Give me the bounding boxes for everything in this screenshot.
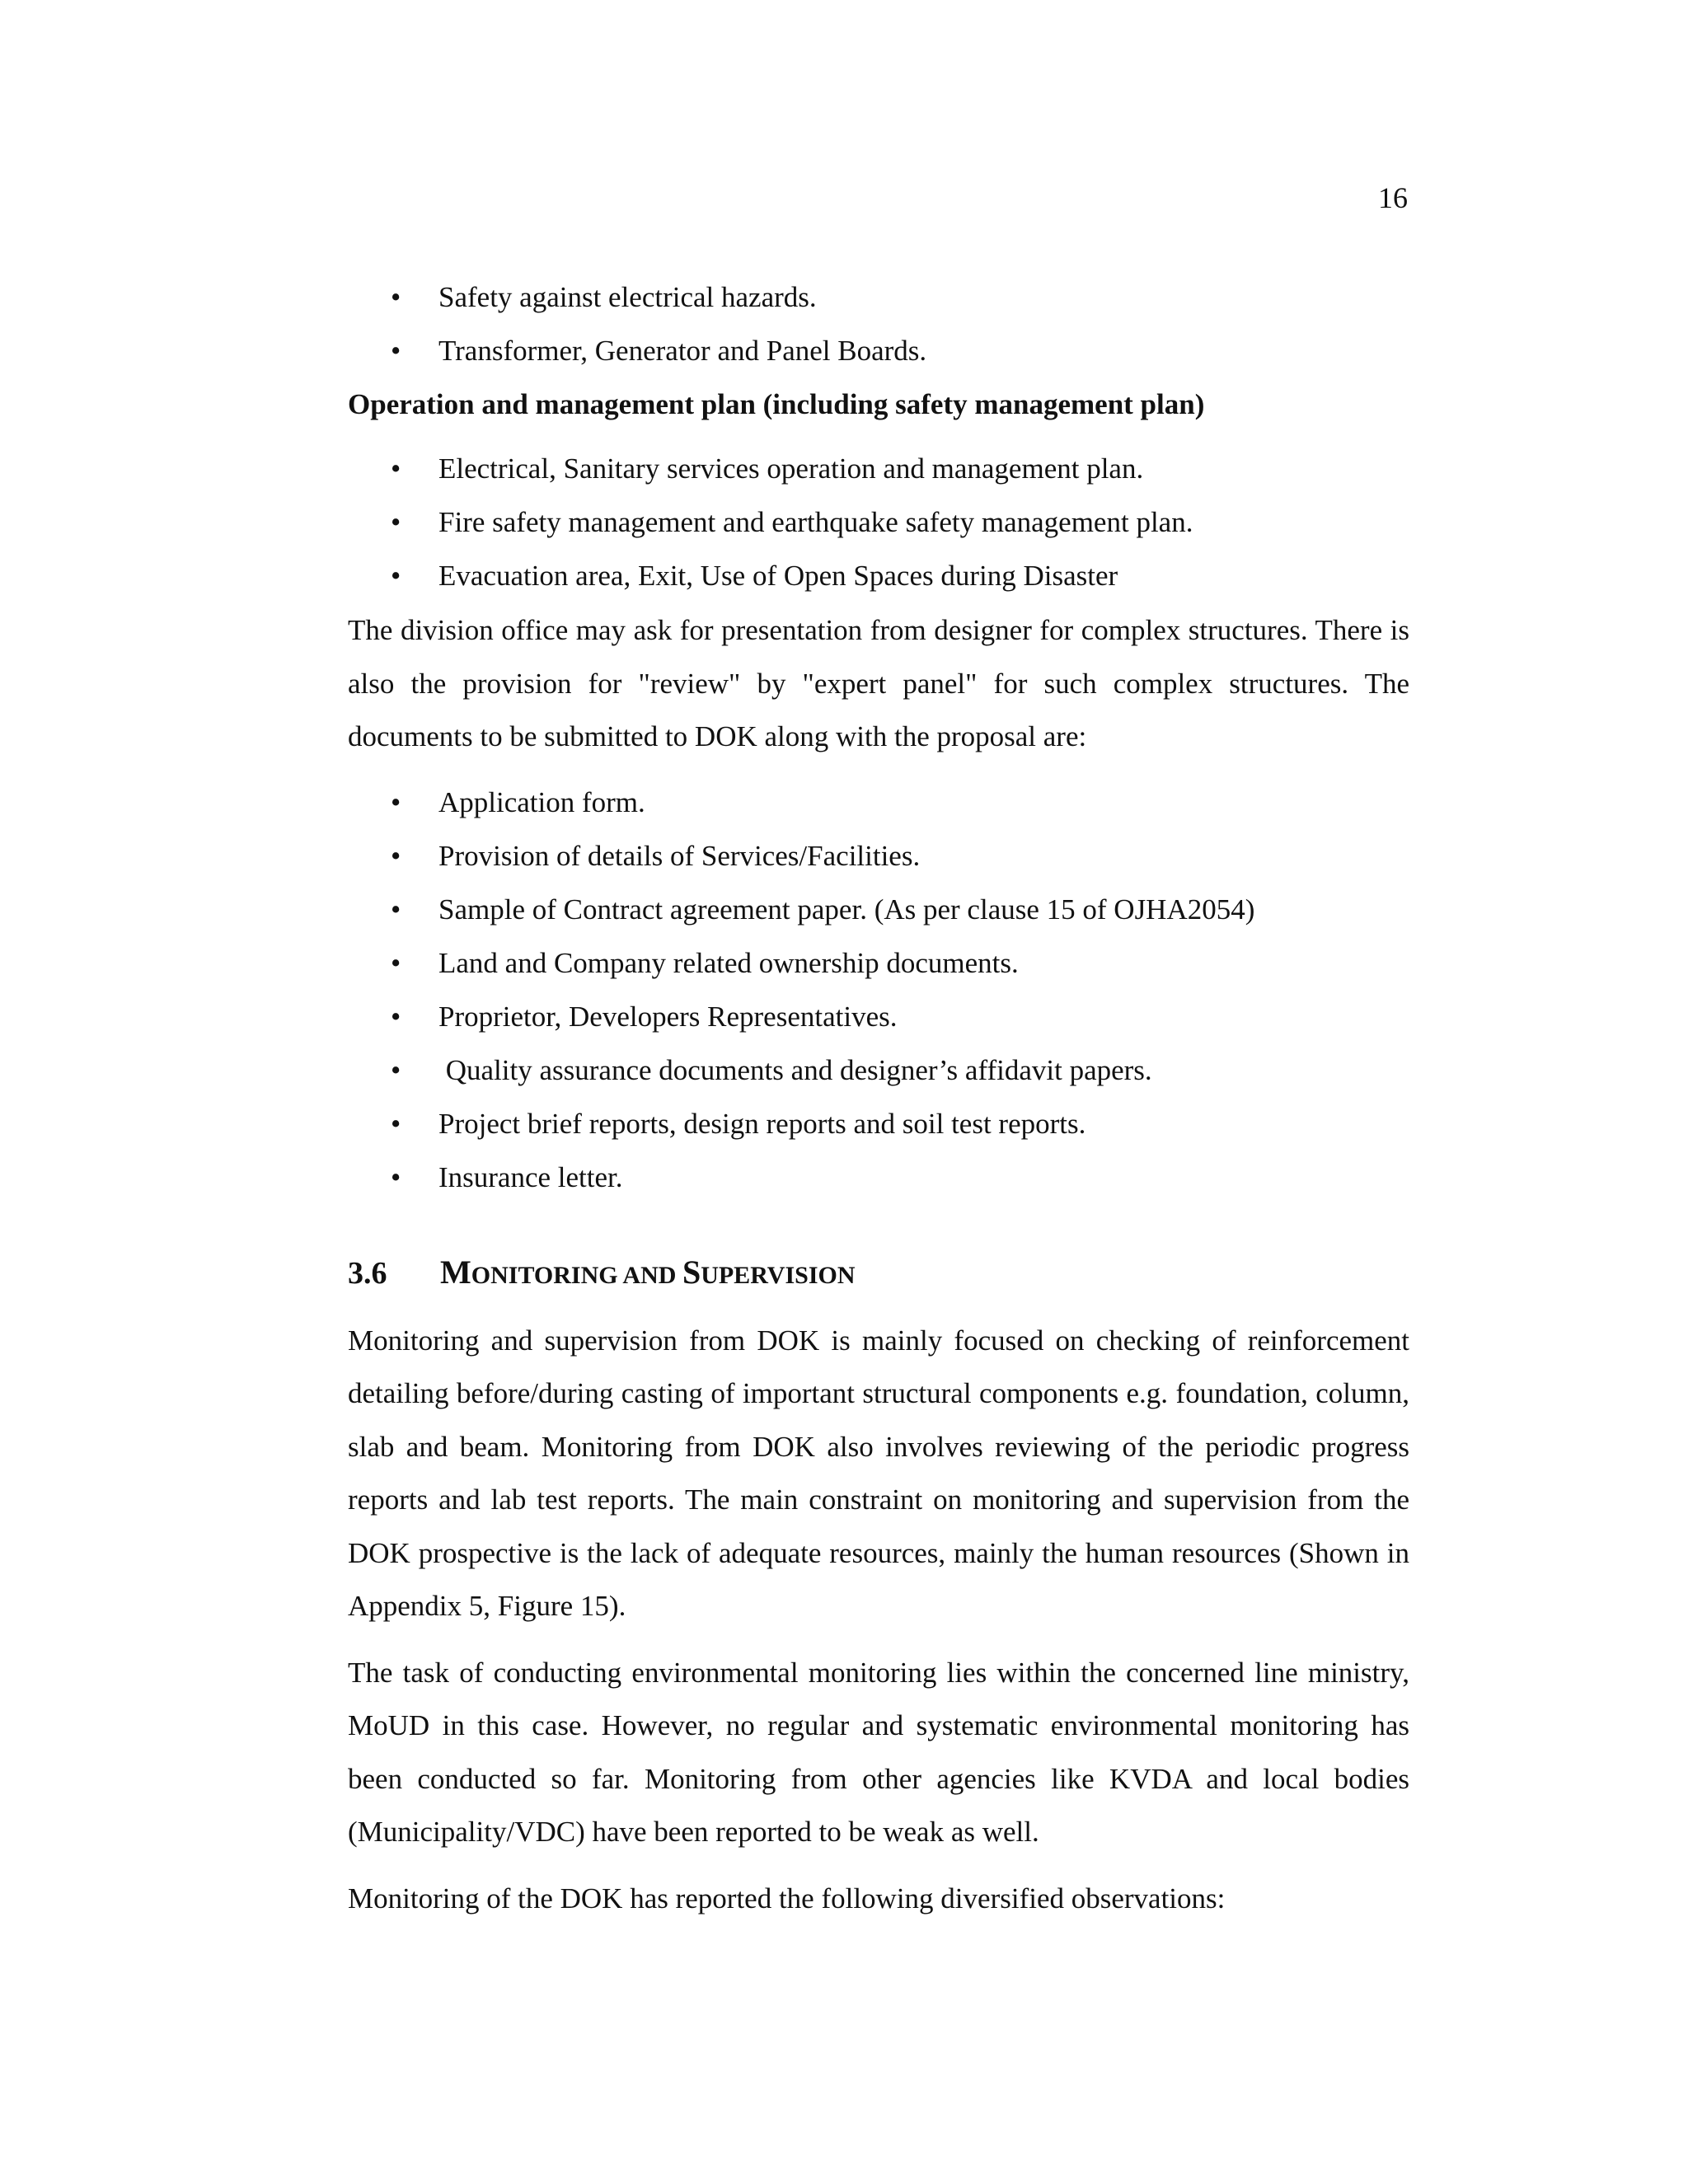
list-item: [348, 831, 1409, 884]
list-item-text: Project brief reports, design reports and soil test reports.: [438, 1107, 1086, 1140]
list-item-text: Proprietor, Developers Representatives.: [438, 1000, 898, 1033]
section-heading: [348, 1247, 1409, 1301]
list-item-text: Evacuation area, Exit, Use of Open Spaces during Disaster: [438, 560, 1118, 592]
bullet-icon: •: [391, 1107, 401, 1140]
bullet-list-operation: [348, 443, 1409, 604]
list-item-text: Fire safety management and earthquake safety management plan.: [438, 506, 1193, 538]
list-item: [348, 1045, 1409, 1099]
list-item-text: Safety against electrical hazards.: [438, 281, 817, 313]
paragraph-observations: Monitoring of the DOK has reported the following diversified observations:: [348, 1882, 1226, 1915]
section-title: [440, 1247, 856, 1301]
list-item-text: Land and Company related ownership documents.: [438, 946, 1019, 979]
bullet-icon: •: [391, 1000, 401, 1033]
bullet-icon: •: [391, 893, 401, 926]
section-title-part: UPERVISION: [701, 1261, 856, 1289]
paragraph-monitoring: Monitoring and supervision from DOK is mainly focused on checking of reinforcement detailing before/during casting of important structural components e.g. foundation, column, slab and beam. Monitoring from DOK also involves reviewing of the periodic progress reports and lab test reports. The main constraint on monitoring and supervision from the DOK prospective is the lack of adequate resources, mainly the human resources (Shown in Appendix 5, Figure 15).: [348, 1324, 1409, 1622]
list-item: [348, 1152, 1409, 1206]
list-item: [348, 497, 1409, 551]
list-item: [348, 551, 1409, 604]
bullet-icon: •: [391, 1053, 401, 1086]
bullet-icon: •: [391, 560, 401, 592]
document-body: [348, 272, 1409, 1925]
list-item: [348, 938, 1409, 991]
list-item-text: Transformer, Generator and Panel Boards.: [438, 335, 927, 367]
list-item: [348, 777, 1409, 831]
section-title-part: ONITORING AND: [471, 1261, 682, 1289]
bullet-icon: •: [391, 1160, 401, 1193]
list-item-text: Electrical, Sanitary services operation and management plan.: [438, 452, 1144, 485]
bullet-icon: •: [391, 785, 401, 818]
bullet-icon: •: [391, 335, 401, 367]
list-item-text: Application form.: [438, 785, 645, 818]
bullet-icon: •: [391, 839, 401, 872]
list-item: [348, 326, 1409, 379]
list-item: [348, 443, 1409, 497]
section-number: 3.6: [348, 1255, 387, 1291]
bullet-icon: •: [391, 946, 401, 979]
paragraph-environmental: The task of conducting environmental monitoring lies within the concerned line ministry, MoUD in this case. However, no regular and systematic environmental monitoring has been conducted so far. Monitoring from other agencies like KVDA and local bodies (Municipality/VDC) have been reported to be weak as well.: [348, 1656, 1409, 1848]
page-number: 16: [1378, 181, 1408, 214]
bullet-icon: •: [391, 281, 401, 313]
section-title-part: S: [682, 1253, 701, 1291]
bullet-list-documents: [348, 777, 1409, 1206]
operation-plan-heading: Operation and management plan (including safety management plan): [348, 388, 1205, 420]
list-item-text: Insurance letter.: [438, 1160, 623, 1193]
list-item: [348, 991, 1409, 1045]
list-item: [348, 272, 1409, 326]
bullet-list-electrical: [348, 272, 1409, 379]
bullet-icon: •: [391, 506, 401, 538]
list-item-text: Sample of Contract agreement paper. (As per clause 15 of OJHA2054): [438, 893, 1255, 926]
list-item-text: Quality assurance documents and designer’s affidavit papers.: [438, 1053, 1152, 1086]
list-item: [348, 1099, 1409, 1152]
paragraph-division-office: The division office may ask for presentation from designer for complex structures. There is also the provision for "review" by "expert panel" for such complex structures. The documents to be submitted to DOK along with the proposal are:: [348, 614, 1409, 752]
list-item: [348, 884, 1409, 938]
list-item-text: Provision of details of Services/Facilities.: [438, 839, 921, 872]
bullet-icon: •: [391, 452, 401, 485]
section-title-part: M: [440, 1253, 471, 1291]
